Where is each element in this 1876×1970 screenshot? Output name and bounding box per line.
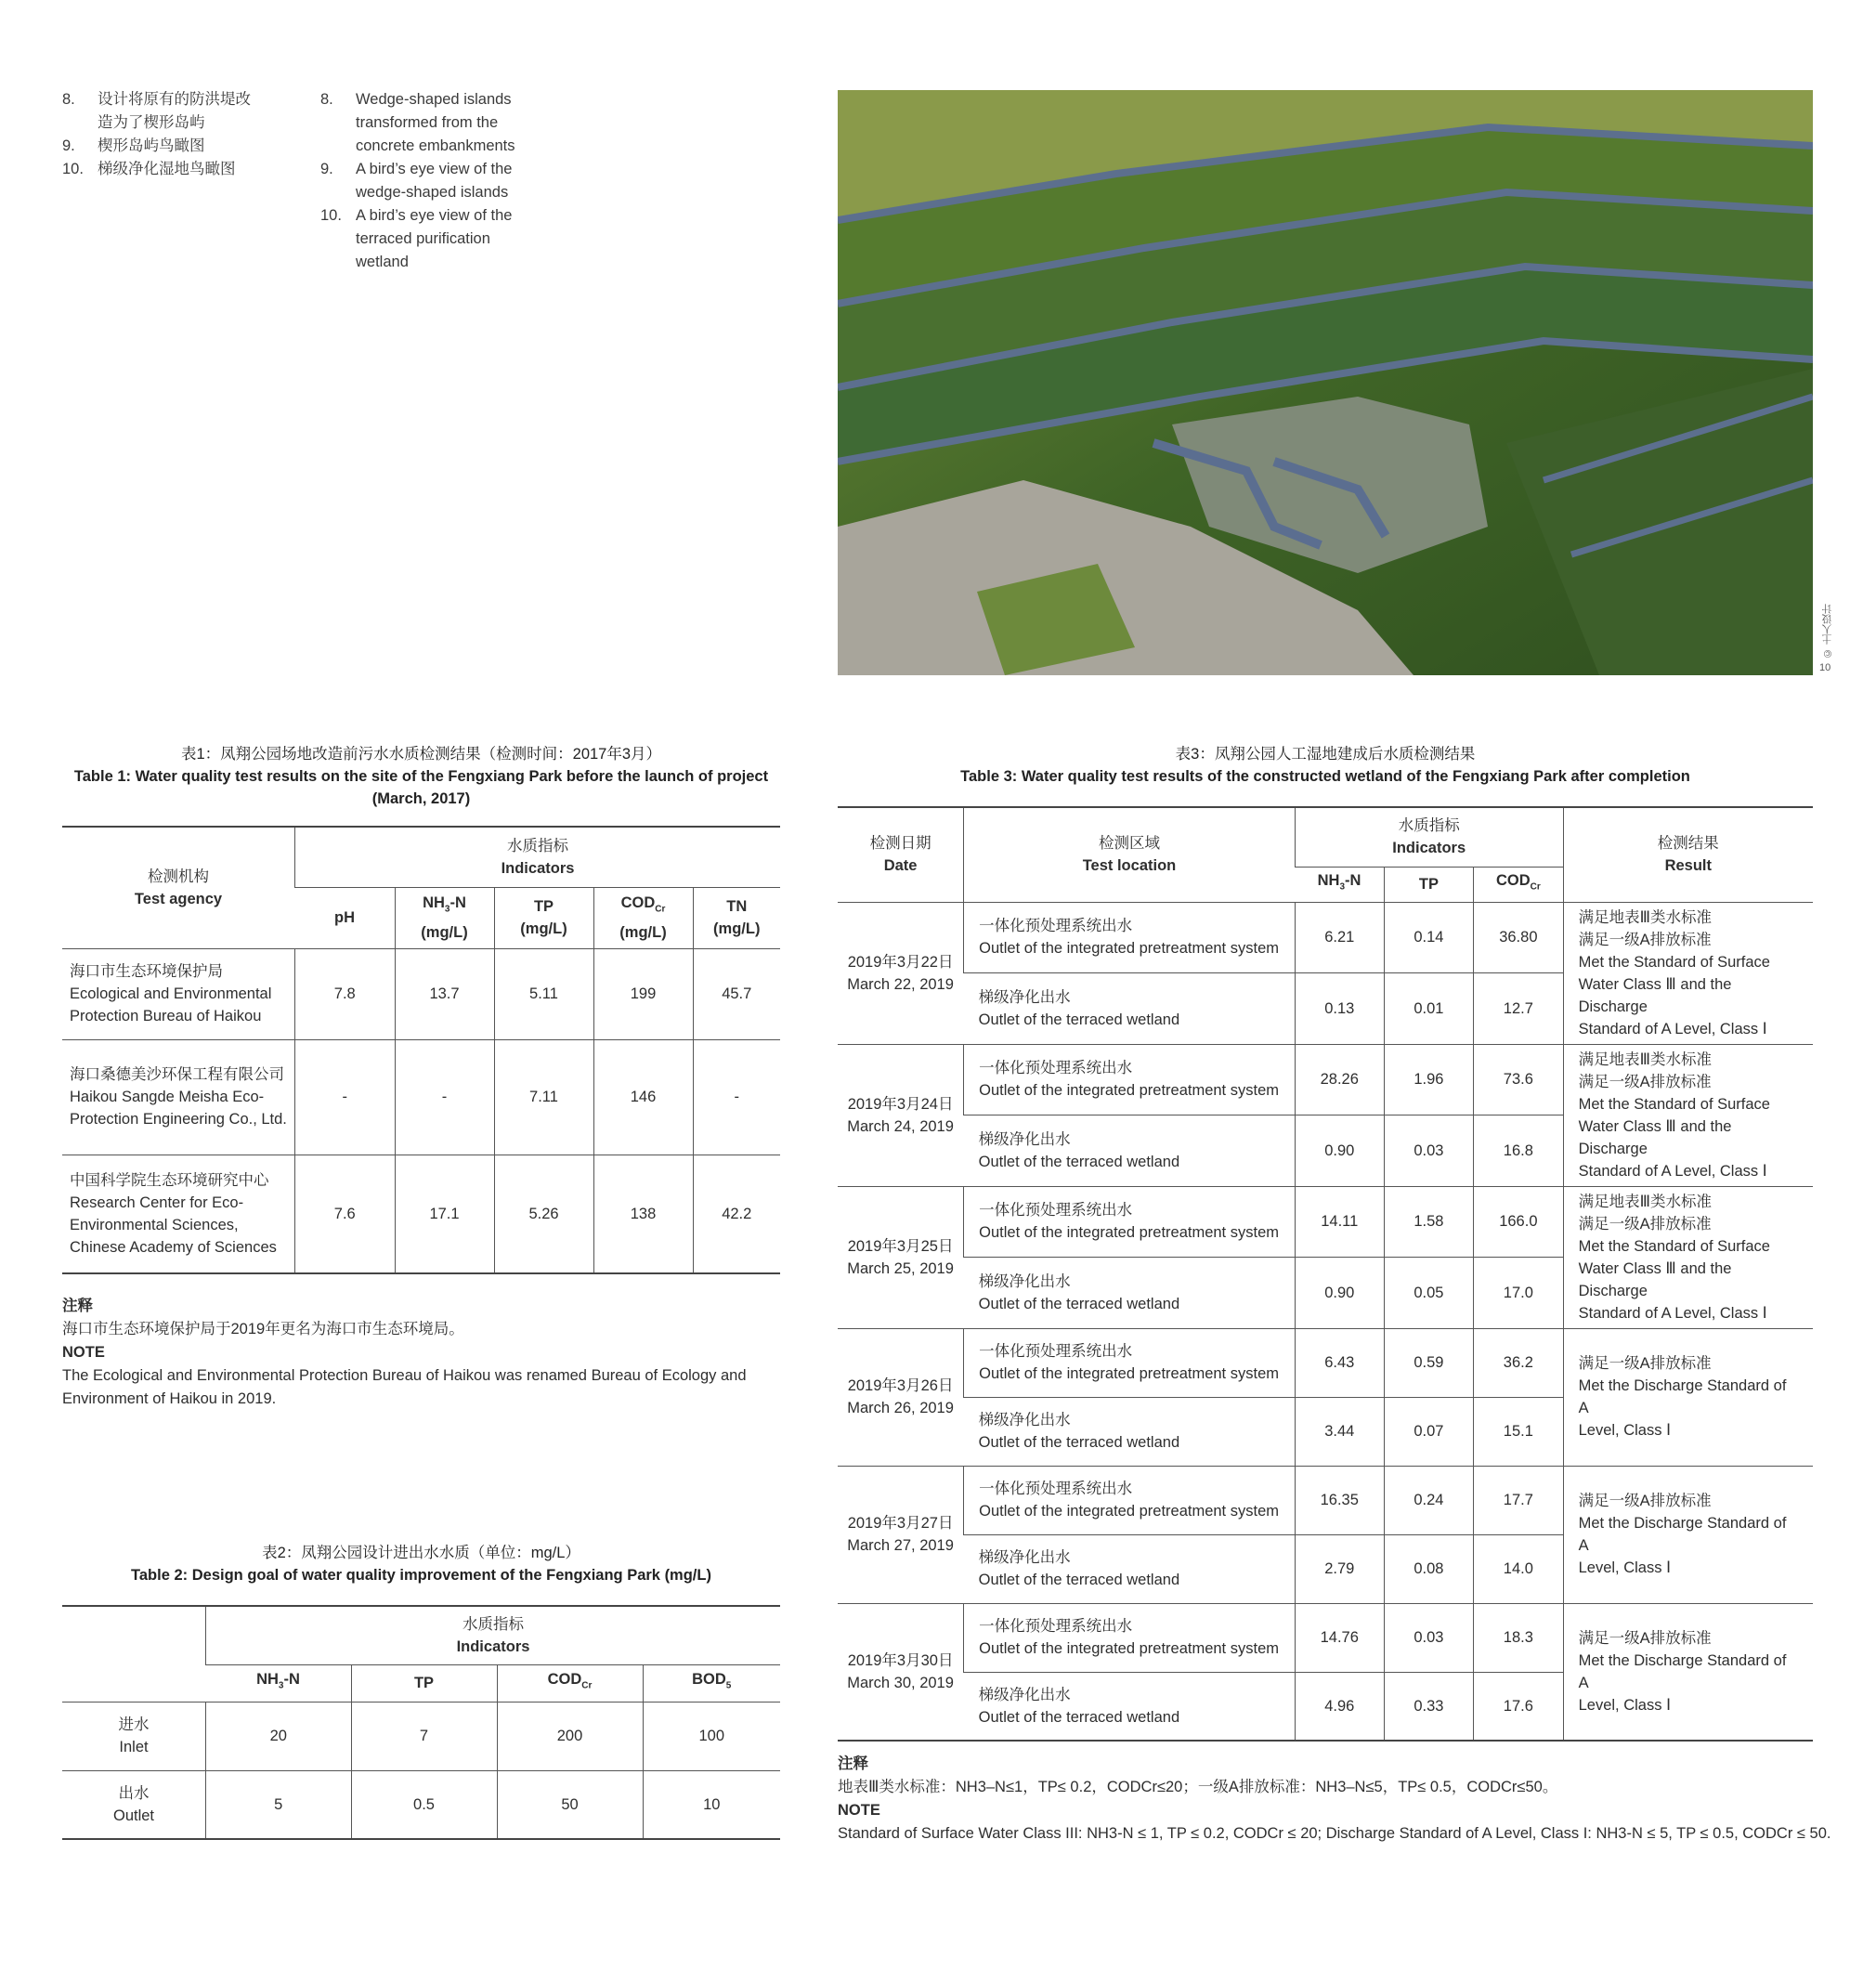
table1-note: 注释 海口市生态环境保护局于2019年更名为海口市生态环境局。 NOTE The Ecological and Environmental Protection Bureau of Haikou was renamed Bureau of Ecology and Environment of Haikou in 2019. bbox=[62, 1298, 747, 1407]
location-cell: 梯级净化出水 Outlet of the terraced wetland bbox=[964, 1534, 1296, 1603]
table3-col-nh3: $NH_3-N$ bbox=[1295, 867, 1384, 902]
caption-item: 8. Wedge-shaped islands transformed from the concrete embankments bbox=[320, 91, 515, 154]
value-cell: 1.58 bbox=[1384, 1186, 1473, 1258]
caption-item: 9. 楔形岛屿鸟瞰图 bbox=[62, 137, 205, 154]
value-cell: 1.96 bbox=[1384, 1044, 1473, 1115]
table3-col-cod: $COD_{Cr}$ bbox=[1474, 867, 1564, 902]
table1-indicators-header: 水质指标 Indicators bbox=[295, 827, 781, 887]
value-cell: 0.59 bbox=[1384, 1328, 1473, 1397]
value-cell: 17.6 bbox=[1474, 1672, 1564, 1741]
value-cell: 18.3 bbox=[1474, 1603, 1564, 1672]
table1-title: 表1：凤翔公园场地改造前污水水质检测结果（检测时间：2017年3月） Table 1: Water quality test results on the site of the Fengxiang Park before the launch of project (March, 2017) bbox=[73, 746, 769, 807]
table2-title: 表2：凤翔公园设计进出水水质（单位：mg/L） Table 2: Design goal of water quality improvement of the Fengxiang Park (mg/L) bbox=[131, 1545, 711, 1584]
table-row bbox=[838, 1466, 1813, 1534]
value-cell: 28.26 bbox=[1295, 1044, 1384, 1115]
table-row bbox=[838, 1044, 1813, 1115]
value-cell: 36.80 bbox=[1474, 902, 1564, 973]
location-cell: 一体化预处理系统出水 Outlet of the integrated pretreatment system bbox=[964, 1186, 1296, 1258]
table1-col-ph: pH bbox=[295, 887, 396, 948]
caption-item: 10. 梯级净化湿地鸟瞰图 bbox=[62, 161, 236, 177]
caption-item: 10. A bird’s eye view of the terraced purification wetland bbox=[320, 207, 513, 270]
value-cell: 166.0 bbox=[1474, 1186, 1564, 1258]
location-cell: 一体化预处理系统出水 Outlet of the integrated pretreatment system bbox=[964, 1466, 1296, 1534]
value-cell: 0.33 bbox=[1384, 1672, 1473, 1741]
table1-agency-header: 检测机构 Test agency bbox=[62, 827, 295, 948]
figure-captions-english bbox=[320, 88, 543, 274]
table2 bbox=[62, 1605, 780, 1840]
result-cell: 满足一级A排放标准 Met the Discharge Standard of A Level, Class Ⅰ bbox=[1563, 1466, 1813, 1603]
table1 bbox=[62, 826, 780, 1274]
location-cell: 梯级净化出水 Outlet of the terraced wetland bbox=[964, 1115, 1296, 1187]
location-cell: 梯级净化出水 Outlet of the terraced wetland bbox=[964, 973, 1296, 1045]
location-cell: 一体化预处理系统出水 Outlet of the integrated pretreatment system bbox=[964, 1328, 1296, 1397]
value-cell: 17.0 bbox=[1474, 1258, 1564, 1329]
result-cell: 满足地表Ⅲ类水标准 满足一级A排放标准 Met the Standard of Surface Water Class Ⅲ and the Discharge Standard of A Level, Class Ⅰ bbox=[1563, 1044, 1813, 1186]
value-cell: 0.24 bbox=[1384, 1466, 1473, 1534]
value-cell: 0.01 bbox=[1384, 973, 1473, 1045]
location-cell: 一体化预处理系统出水 Outlet of the integrated pretreatment system bbox=[964, 1044, 1296, 1115]
table-row bbox=[838, 1328, 1813, 1397]
table3-indicators-header: 水质指标 Indicators bbox=[1295, 807, 1563, 867]
table2-col-nh3: $NH_3-N$ bbox=[206, 1664, 352, 1702]
figure-number: 10 bbox=[1819, 662, 1831, 673]
value-cell: 0.13 bbox=[1295, 973, 1384, 1045]
location-cell: 梯级净化出水 Outlet of the terraced wetland bbox=[964, 1397, 1296, 1466]
value-cell: 6.21 bbox=[1295, 902, 1384, 973]
table-row bbox=[838, 1603, 1813, 1672]
table1-col-tn: TN (mg/L) bbox=[693, 887, 780, 948]
table3-location-header: 检测区域 Test location bbox=[964, 807, 1296, 902]
aerial-wetland-photo bbox=[838, 90, 1813, 675]
table2-indicators-header: 水质指标 Indicators bbox=[206, 1606, 781, 1664]
date-cell: 2019年3月26日 March 26, 2019 bbox=[838, 1328, 964, 1466]
value-cell: 73.6 bbox=[1474, 1044, 1564, 1115]
table-row: 海口市生态环境保护局 Ecological and Environmental Protection Bureau of Haikou 7.8 13.7 5.11 199 45.7 bbox=[62, 948, 780, 1039]
result-cell: 满足地表Ⅲ类水标准 满足一级A排放标准 Met the Standard of Surface Water Class Ⅲ and the Discharge Standard of A Level, Class Ⅰ bbox=[1563, 902, 1813, 1044]
table3-date-header: 检测日期 Date bbox=[838, 807, 964, 902]
table3-col-tp: TP bbox=[1384, 867, 1473, 902]
value-cell: 17.7 bbox=[1474, 1466, 1564, 1534]
table3-note: 注释 地表Ⅲ类水标准：NH3–N≤1，TP≤ 0.2，CODCr≤20；一级A排放标准：NH3–N≤5，TP≤ 0.5，CODCr≤50。 NOTE Standard of Surface Water Class III: NH3-N ≤ 1, TP ≤ 0.2, CODCr ≤ 20; Discharge Standard of A Level, Class I: NH3-N ≤ 5, TP ≤ 0.5, CODCr ≤ 50. bbox=[838, 1755, 1831, 1842]
caption-item: 8. 设计将原有的防洪堤改 造为了楔形岛屿 bbox=[62, 91, 251, 131]
location-cell: 一体化预处理系统出水 Outlet of the integrated pretreatment system bbox=[964, 1603, 1296, 1672]
result-cell: 满足一级A排放标准 Met the Discharge Standard of A Level, Class Ⅰ bbox=[1563, 1328, 1813, 1466]
value-cell: 0.03 bbox=[1384, 1603, 1473, 1672]
table-row bbox=[838, 902, 1813, 973]
date-cell: 2019年3月22日 March 22, 2019 bbox=[838, 902, 964, 1044]
table3 bbox=[838, 806, 1813, 1742]
table-row: 海口桑德美沙环保工程有限公司 Haikou Sangde Meisha Eco-Protection Engineering Co., Ltd. - - 7.11 146 - bbox=[62, 1039, 780, 1155]
table3-result-header: 检测结果 Result bbox=[1563, 807, 1813, 902]
result-cell: 满足地表Ⅲ类水标准 满足一级A排放标准 Met the Standard of Surface Water Class Ⅲ and the Discharge Standard of A Level, Class Ⅰ bbox=[1563, 1186, 1813, 1328]
value-cell: 0.03 bbox=[1384, 1115, 1473, 1187]
value-cell: 4.96 bbox=[1295, 1672, 1384, 1741]
photo-credit: © 土人设计 bbox=[1822, 604, 1833, 659]
value-cell: 14.0 bbox=[1474, 1534, 1564, 1603]
value-cell: 6.43 bbox=[1295, 1328, 1384, 1397]
location-cell: 一体化预处理系统出水 Outlet of the integrated pretreatment system bbox=[964, 902, 1296, 973]
aerial-photo-illustration bbox=[838, 90, 1813, 675]
date-cell: 2019年3月25日 March 25, 2019 bbox=[838, 1186, 964, 1328]
agency-cell: 海口市生态环境保护局 Ecological and Environmental Protection Bureau of Haikou bbox=[62, 948, 295, 1039]
value-cell: 15.1 bbox=[1474, 1397, 1564, 1466]
value-cell: 0.08 bbox=[1384, 1534, 1473, 1603]
table1-col-nh3: $NH_3-N$ (mg/L) bbox=[395, 887, 494, 948]
location-cell: 梯级净化出水 Outlet of the terraced wetland bbox=[964, 1672, 1296, 1741]
result-cell: 满足一级A排放标准 Met the Discharge Standard of A Level, Class Ⅰ bbox=[1563, 1603, 1813, 1741]
caption-item: 9. A bird’s eye view of the wedge-shaped islands bbox=[320, 161, 513, 201]
table2-col-cod: $COD_{Cr}$ bbox=[497, 1664, 643, 1702]
table1-col-tp: TP (mg/L) bbox=[494, 887, 593, 948]
date-cell: 2019年3月27日 March 27, 2019 bbox=[838, 1466, 964, 1603]
figure-captions-chinese bbox=[62, 88, 285, 181]
table3-title: 表3：凤翔公园人工湿地建成后水质检测结果 Table 3: Water quality test results of the constructed wetland of the Fengxiang Park after completion bbox=[960, 746, 1690, 785]
table2-col-bod: $BOD_5$ bbox=[643, 1664, 780, 1702]
table1-col-cod: $COD_{Cr}$ (mg/L) bbox=[593, 887, 693, 948]
table2-col-tp: TP bbox=[351, 1664, 497, 1702]
value-cell: 2.79 bbox=[1295, 1534, 1384, 1603]
date-cell: 2019年3月24日 March 24, 2019 bbox=[838, 1044, 964, 1186]
value-cell: 16.8 bbox=[1474, 1115, 1564, 1187]
value-cell: 3.44 bbox=[1295, 1397, 1384, 1466]
agency-cell: 海口桑德美沙环保工程有限公司 Haikou Sangde Meisha Eco-Protection Engineering Co., Ltd. bbox=[62, 1039, 295, 1155]
value-cell: 0.90 bbox=[1295, 1258, 1384, 1329]
table-row: 出水 Outlet 5 0.5 50 10 bbox=[62, 1770, 780, 1839]
table-row: 进水 Inlet 20 7 200 100 bbox=[62, 1702, 780, 1770]
date-cell: 2019年3月30日 March 30, 2019 bbox=[838, 1603, 964, 1741]
value-cell: 0.05 bbox=[1384, 1258, 1473, 1329]
value-cell: 14.11 bbox=[1295, 1186, 1384, 1258]
table-row: 中国科学院生态环境研究中心 Research Center for Eco-Environmental Sciences, Chinese Academy of Sciences 7.6 17.1 5.26 138 42.2 bbox=[62, 1155, 780, 1273]
value-cell: 0.14 bbox=[1384, 902, 1473, 973]
agency-cell: 中国科学院生态环境研究中心 Research Center for Eco-Environmental Sciences, Chinese Academy of Sciences bbox=[62, 1155, 295, 1273]
value-cell: 0.07 bbox=[1384, 1397, 1473, 1466]
value-cell: 14.76 bbox=[1295, 1603, 1384, 1672]
value-cell: 16.35 bbox=[1295, 1466, 1384, 1534]
table-row bbox=[838, 1186, 1813, 1258]
value-cell: 0.90 bbox=[1295, 1115, 1384, 1187]
location-cell: 梯级净化出水 Outlet of the terraced wetland bbox=[964, 1258, 1296, 1329]
value-cell: 12.7 bbox=[1474, 973, 1564, 1045]
value-cell: 36.2 bbox=[1474, 1328, 1564, 1397]
